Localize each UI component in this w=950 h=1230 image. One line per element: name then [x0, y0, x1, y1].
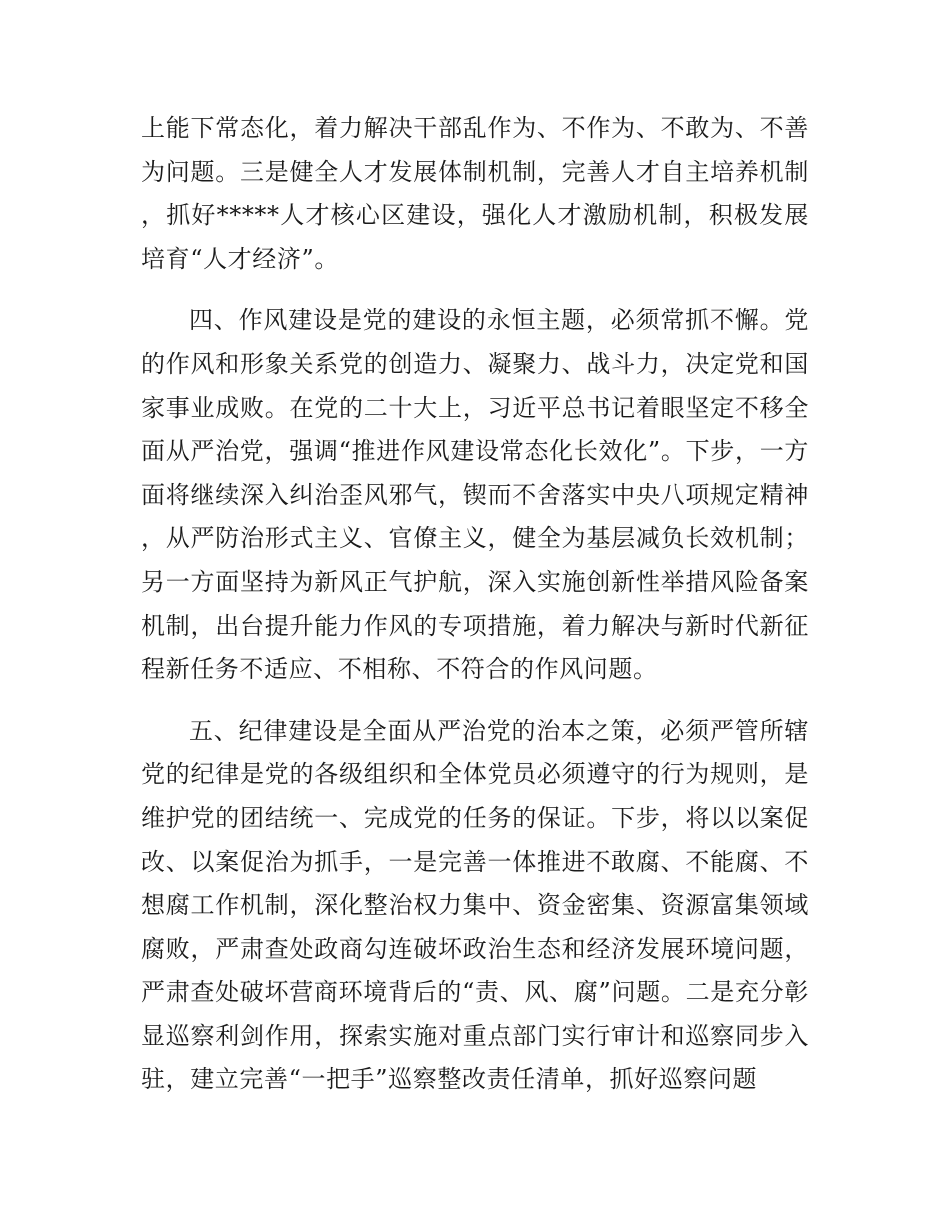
paragraph-1: 上能下常态化，着力解决干部乱作为、不作为、不敢为、不善为问题。三是健全人才发展体制机制，完善人才自主培养机制，抓好*****人才核心区建设，强化人才激励机制，积极发展培育“人才经济”。	[141, 114, 809, 273]
document-body	[141, 107, 809, 1102]
paragraph-2: 四、作风建设是党的建设的永恒主题，必须常抓不懈。党的作风和形象关系党的创造力、凝聚力、战斗力，决定党和国家事业成败。在党的二十大上，习近平总书记着眼坚定不移全面从严治党，强调“推进作风建设常态化长效化”。下步，一方面将继续深入纠治歪风邪气，锲而不舍落实中央八项规定精神，从严防治形式主义、官僚主义，健全为基层减负长效机制；另一方面坚持为新风正气护航，深入实施创新性举措风险备案机制，出台提升能力作风的专项措施，着力解决与新时代新征程新任务不适应、不相称、不符合的作风问题。	[141, 306, 809, 684]
paragraph-3: 五、纪律建设是全面从严治党的治本之策，必须严管所辖党的纪律是党的各级组织和全体党员必须遵守的行为规则，是维护党的团结统一、完成党的任务的保证。下步，将以以案促改、以案促治为抓手，一是完善一体推进不敢腐、不能腐、不想腐工作机制，深化整治权力集中、资金密集、资源富集领域腐败，严肃查处政商勾连破坏政治生态和经济发展环境问题，严肃查处破坏营商环境背后的“责、风、腐”问题。二是充分彰显巡察利剑作用，探索实施对重点部门实行审计和巡察同步入驻，建立完善“一把手”巡察整改责任清单，抓好巡察问题	[141, 716, 809, 1094]
